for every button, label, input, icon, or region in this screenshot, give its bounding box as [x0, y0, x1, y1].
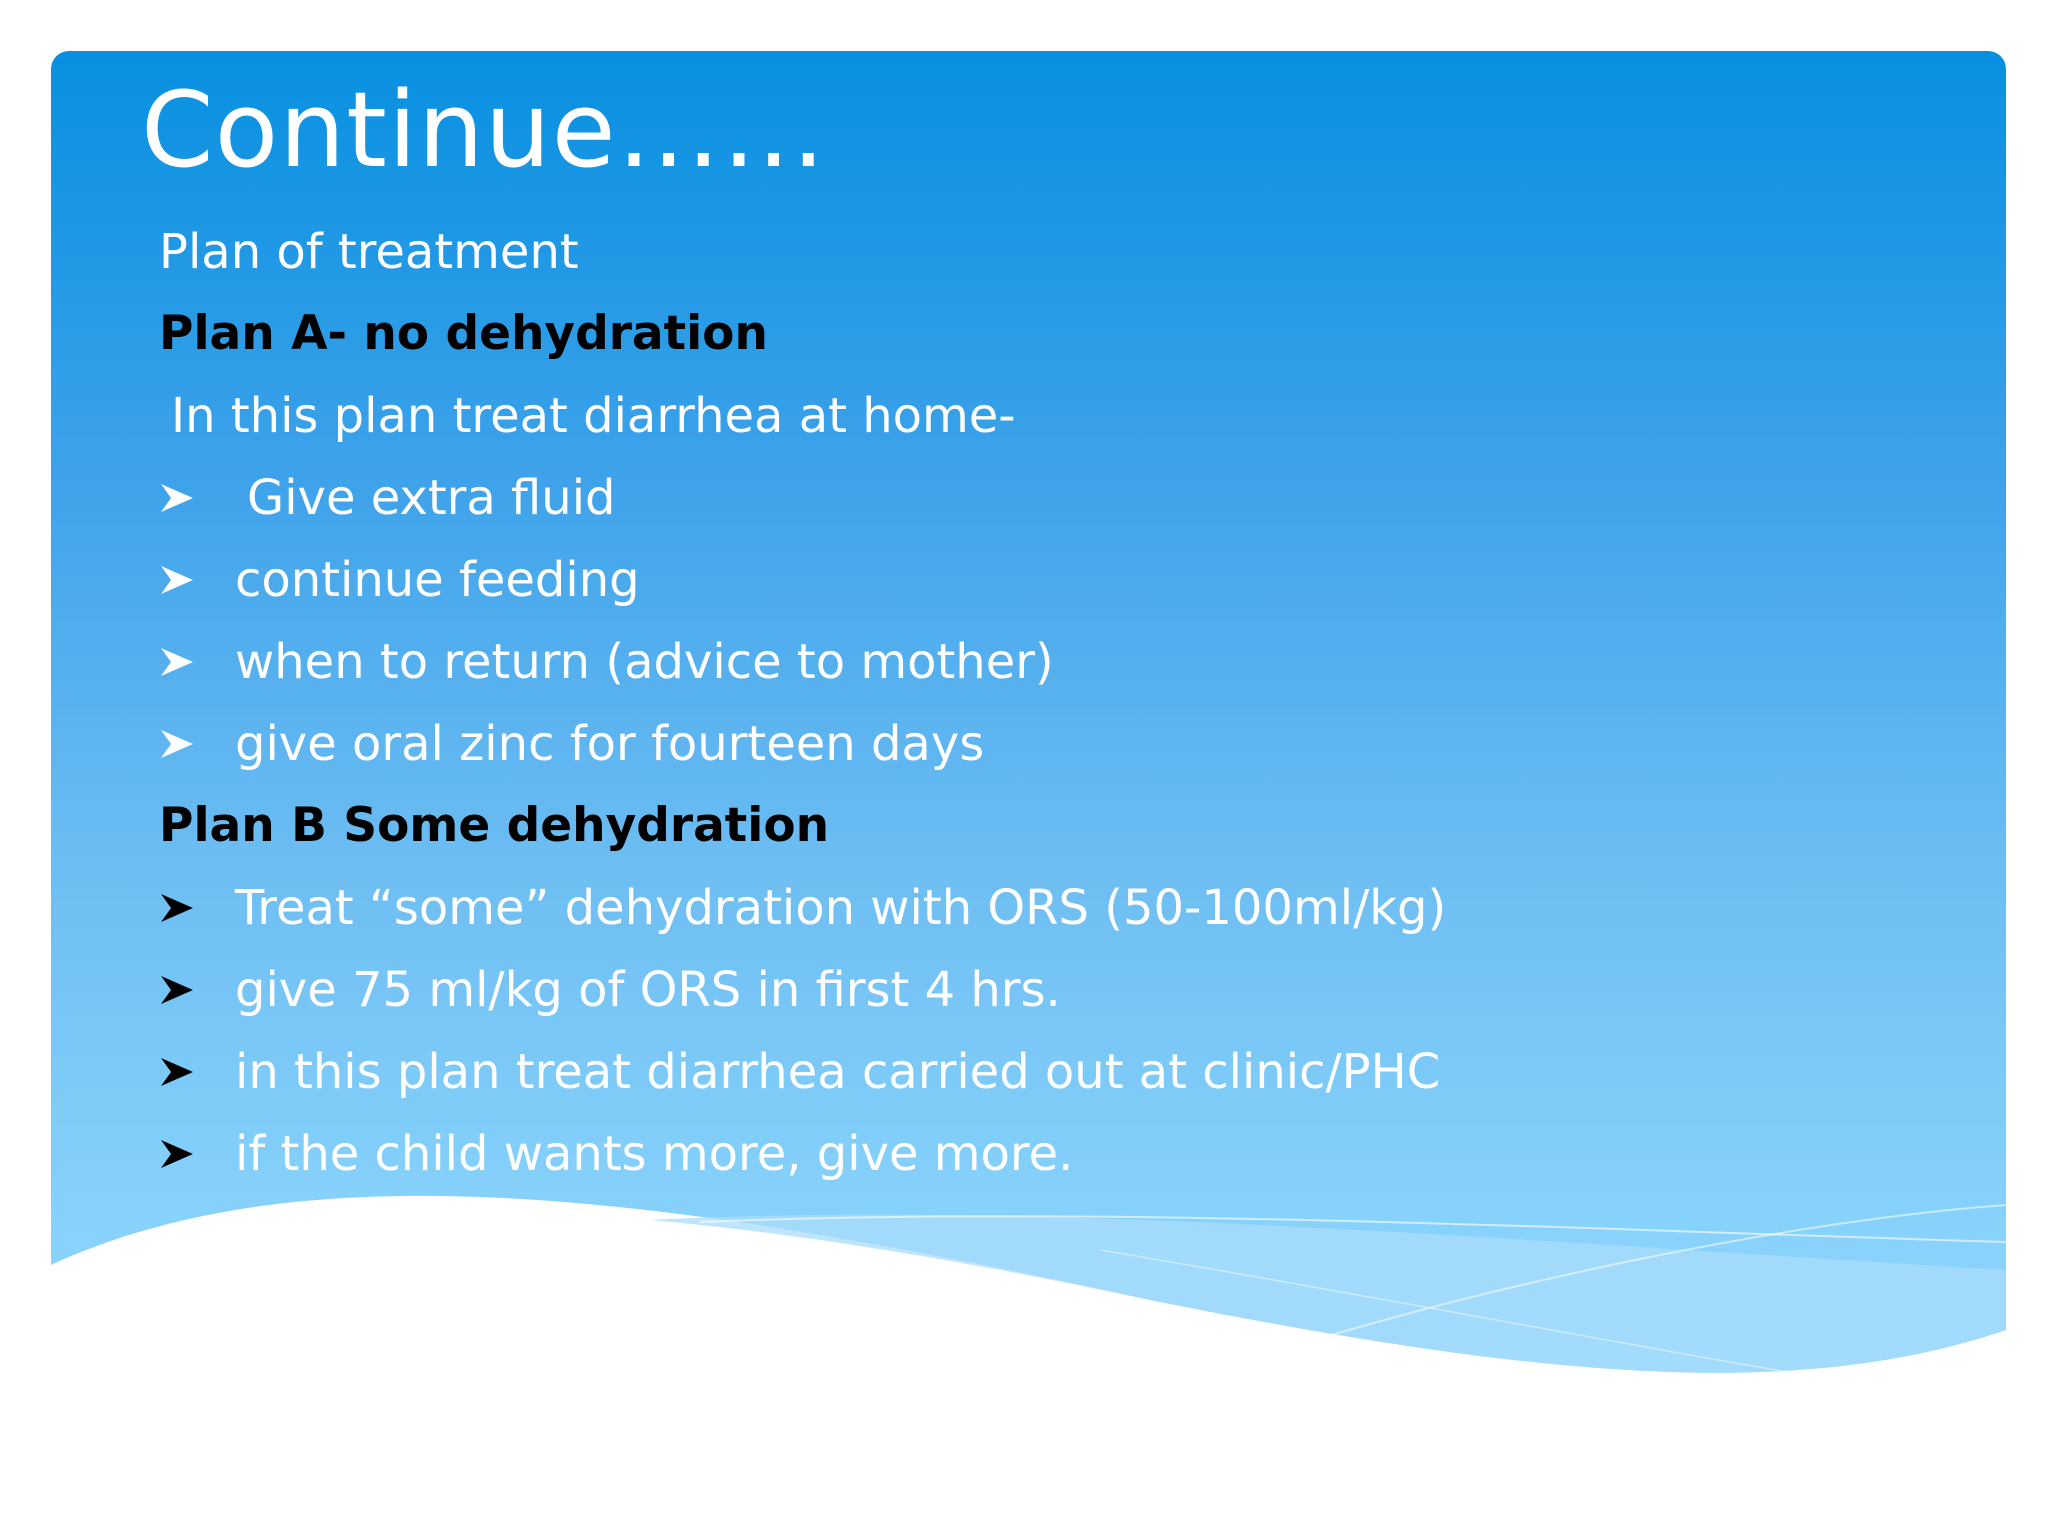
arrowhead-bullet-icon: [159, 1113, 235, 1195]
list-item: [159, 867, 1859, 949]
intro-text: Plan of treatment: [159, 224, 579, 280]
arrowhead-bullet-icon: [159, 621, 235, 703]
list-item-text: continue feeding: [235, 552, 640, 608]
arrowhead-bullet-icon: [159, 457, 235, 539]
plan-a-lead: In this plan treat diarrhea at home-: [171, 388, 1016, 444]
list-item: [159, 621, 1859, 703]
arrowhead-bullet-icon: [159, 867, 235, 949]
list-item: [159, 1113, 1859, 1195]
plan-b-heading: Plan B Some dehydration: [159, 798, 830, 853]
list-item-text: if the child wants more, give more.: [235, 1126, 1074, 1182]
list-item-text: give 75 ml/kg of ORS in first 4 hrs.: [235, 962, 1061, 1018]
arrowhead-bullet-icon: [159, 1031, 235, 1113]
arrowhead-bullet-icon: [159, 703, 235, 785]
list-item-text: when to return (advice to mother): [235, 634, 1054, 690]
slide-title: Continue……: [141, 69, 827, 191]
list-item-text: give oral zinc for fourteen days: [235, 716, 985, 772]
list-item: [159, 703, 1859, 785]
list-item: [159, 1031, 1859, 1113]
list-item-text: Treat “some” dehydration with ORS (50-100ml/kg): [235, 880, 1447, 936]
list-item: [159, 949, 1859, 1031]
list-item-text: Give extra fluid: [247, 470, 616, 526]
list-item: [159, 457, 1859, 539]
arrowhead-bullet-icon: [159, 949, 235, 1031]
slide-content: [159, 211, 1859, 1195]
list-item-text: in this plan treat diarrhea carried out at clinic/PHC: [235, 1044, 1441, 1100]
list-item: [159, 539, 1859, 621]
arrowhead-bullet-icon: [159, 539, 235, 621]
plan-a-heading: Plan A- no dehydration: [159, 306, 768, 361]
